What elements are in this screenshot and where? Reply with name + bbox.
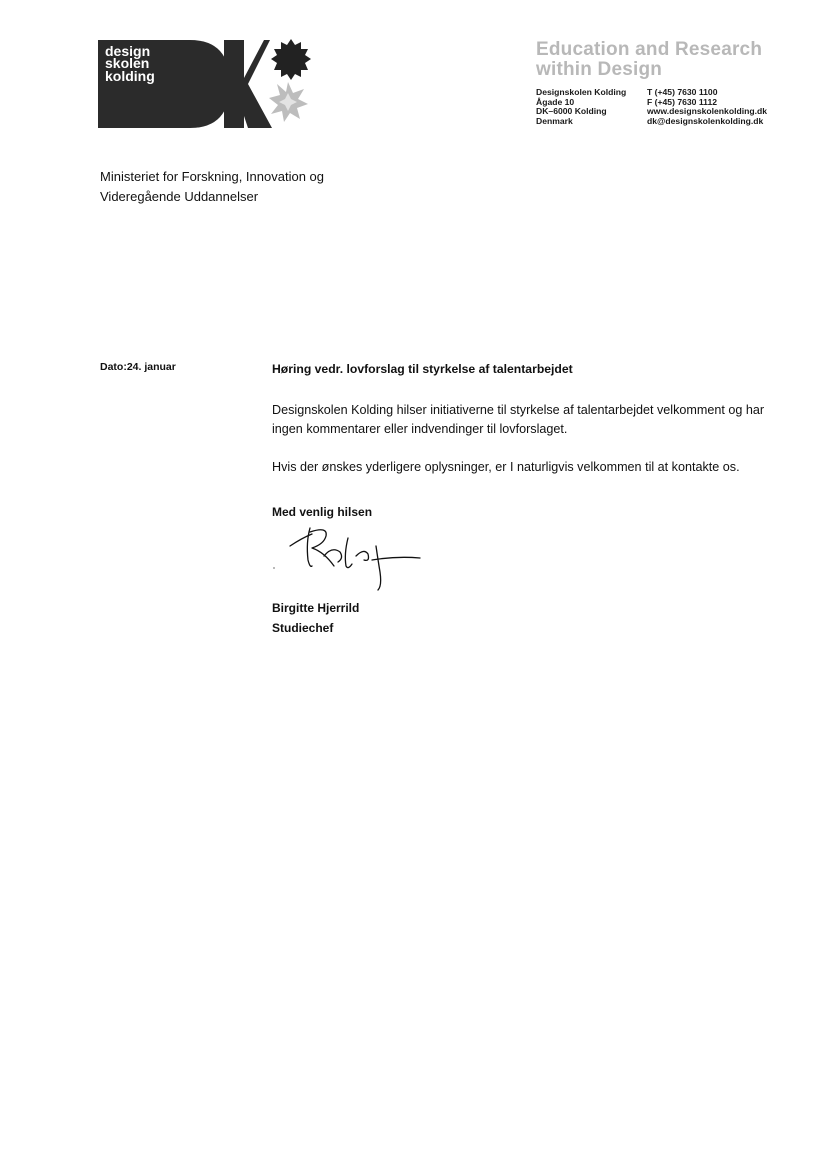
website-link[interactable]: www.designskolenkolding.dk <box>647 106 768 117</box>
letter-body <box>272 360 772 638</box>
address-line: Ågade 10 <box>536 96 575 107</box>
logo-text-line-1: design <box>105 43 151 59</box>
contact-details-column <box>647 88 797 126</box>
signer-title: Studiechef <box>272 621 334 635</box>
address-column <box>536 88 647 126</box>
address-line: DK–6000 Kolding <box>536 106 607 117</box>
logo-text-line-2: skolen <box>105 55 150 71</box>
phone-number: T (+45) 7630 1100 <box>647 87 718 97</box>
signer-name: Birgitte Hjerrild <box>272 601 360 615</box>
signer-block <box>272 598 772 638</box>
letter-closing: Med venlig hilsen <box>272 505 373 519</box>
contact-block <box>536 88 797 126</box>
email-link[interactable]: dk@designskolenkolding.dk <box>647 115 764 126</box>
school-logo <box>98 38 314 128</box>
tagline-line-2: within Design <box>536 59 663 80</box>
letter-paragraph: Hvis der ønskes yderligere oplysninger, er I naturligvis velkommen til at kontakte os. <box>272 460 740 474</box>
fax-number: F (+45) 7630 1112 <box>647 96 717 107</box>
recipient-line-1: Ministeriet for Forskning, Innovation og <box>100 169 324 184</box>
handwritten-signature <box>268 526 428 592</box>
recipient <box>100 167 324 207</box>
address-line: Denmark <box>536 115 573 126</box>
address-line: Designskolen Kolding <box>536 87 627 97</box>
tagline <box>536 40 786 80</box>
letter-paragraph: Designskolen Kolding hilser initiativerne til styrkelse af talentarbejdet velkomment og har ingen kommentarer eller indvendinger til lovforslaget. <box>272 403 765 436</box>
tagline-line-1: Education and Research <box>536 39 763 60</box>
logo-text-line-3: kolding <box>105 68 155 84</box>
recipient-line-2: Videregående Uddannelser <box>100 189 259 204</box>
letter-subject: Høring vedr. lovforslag til styrkelse af talentarbejdet <box>272 362 573 376</box>
letter-date: Dato:24. januar <box>100 361 176 373</box>
